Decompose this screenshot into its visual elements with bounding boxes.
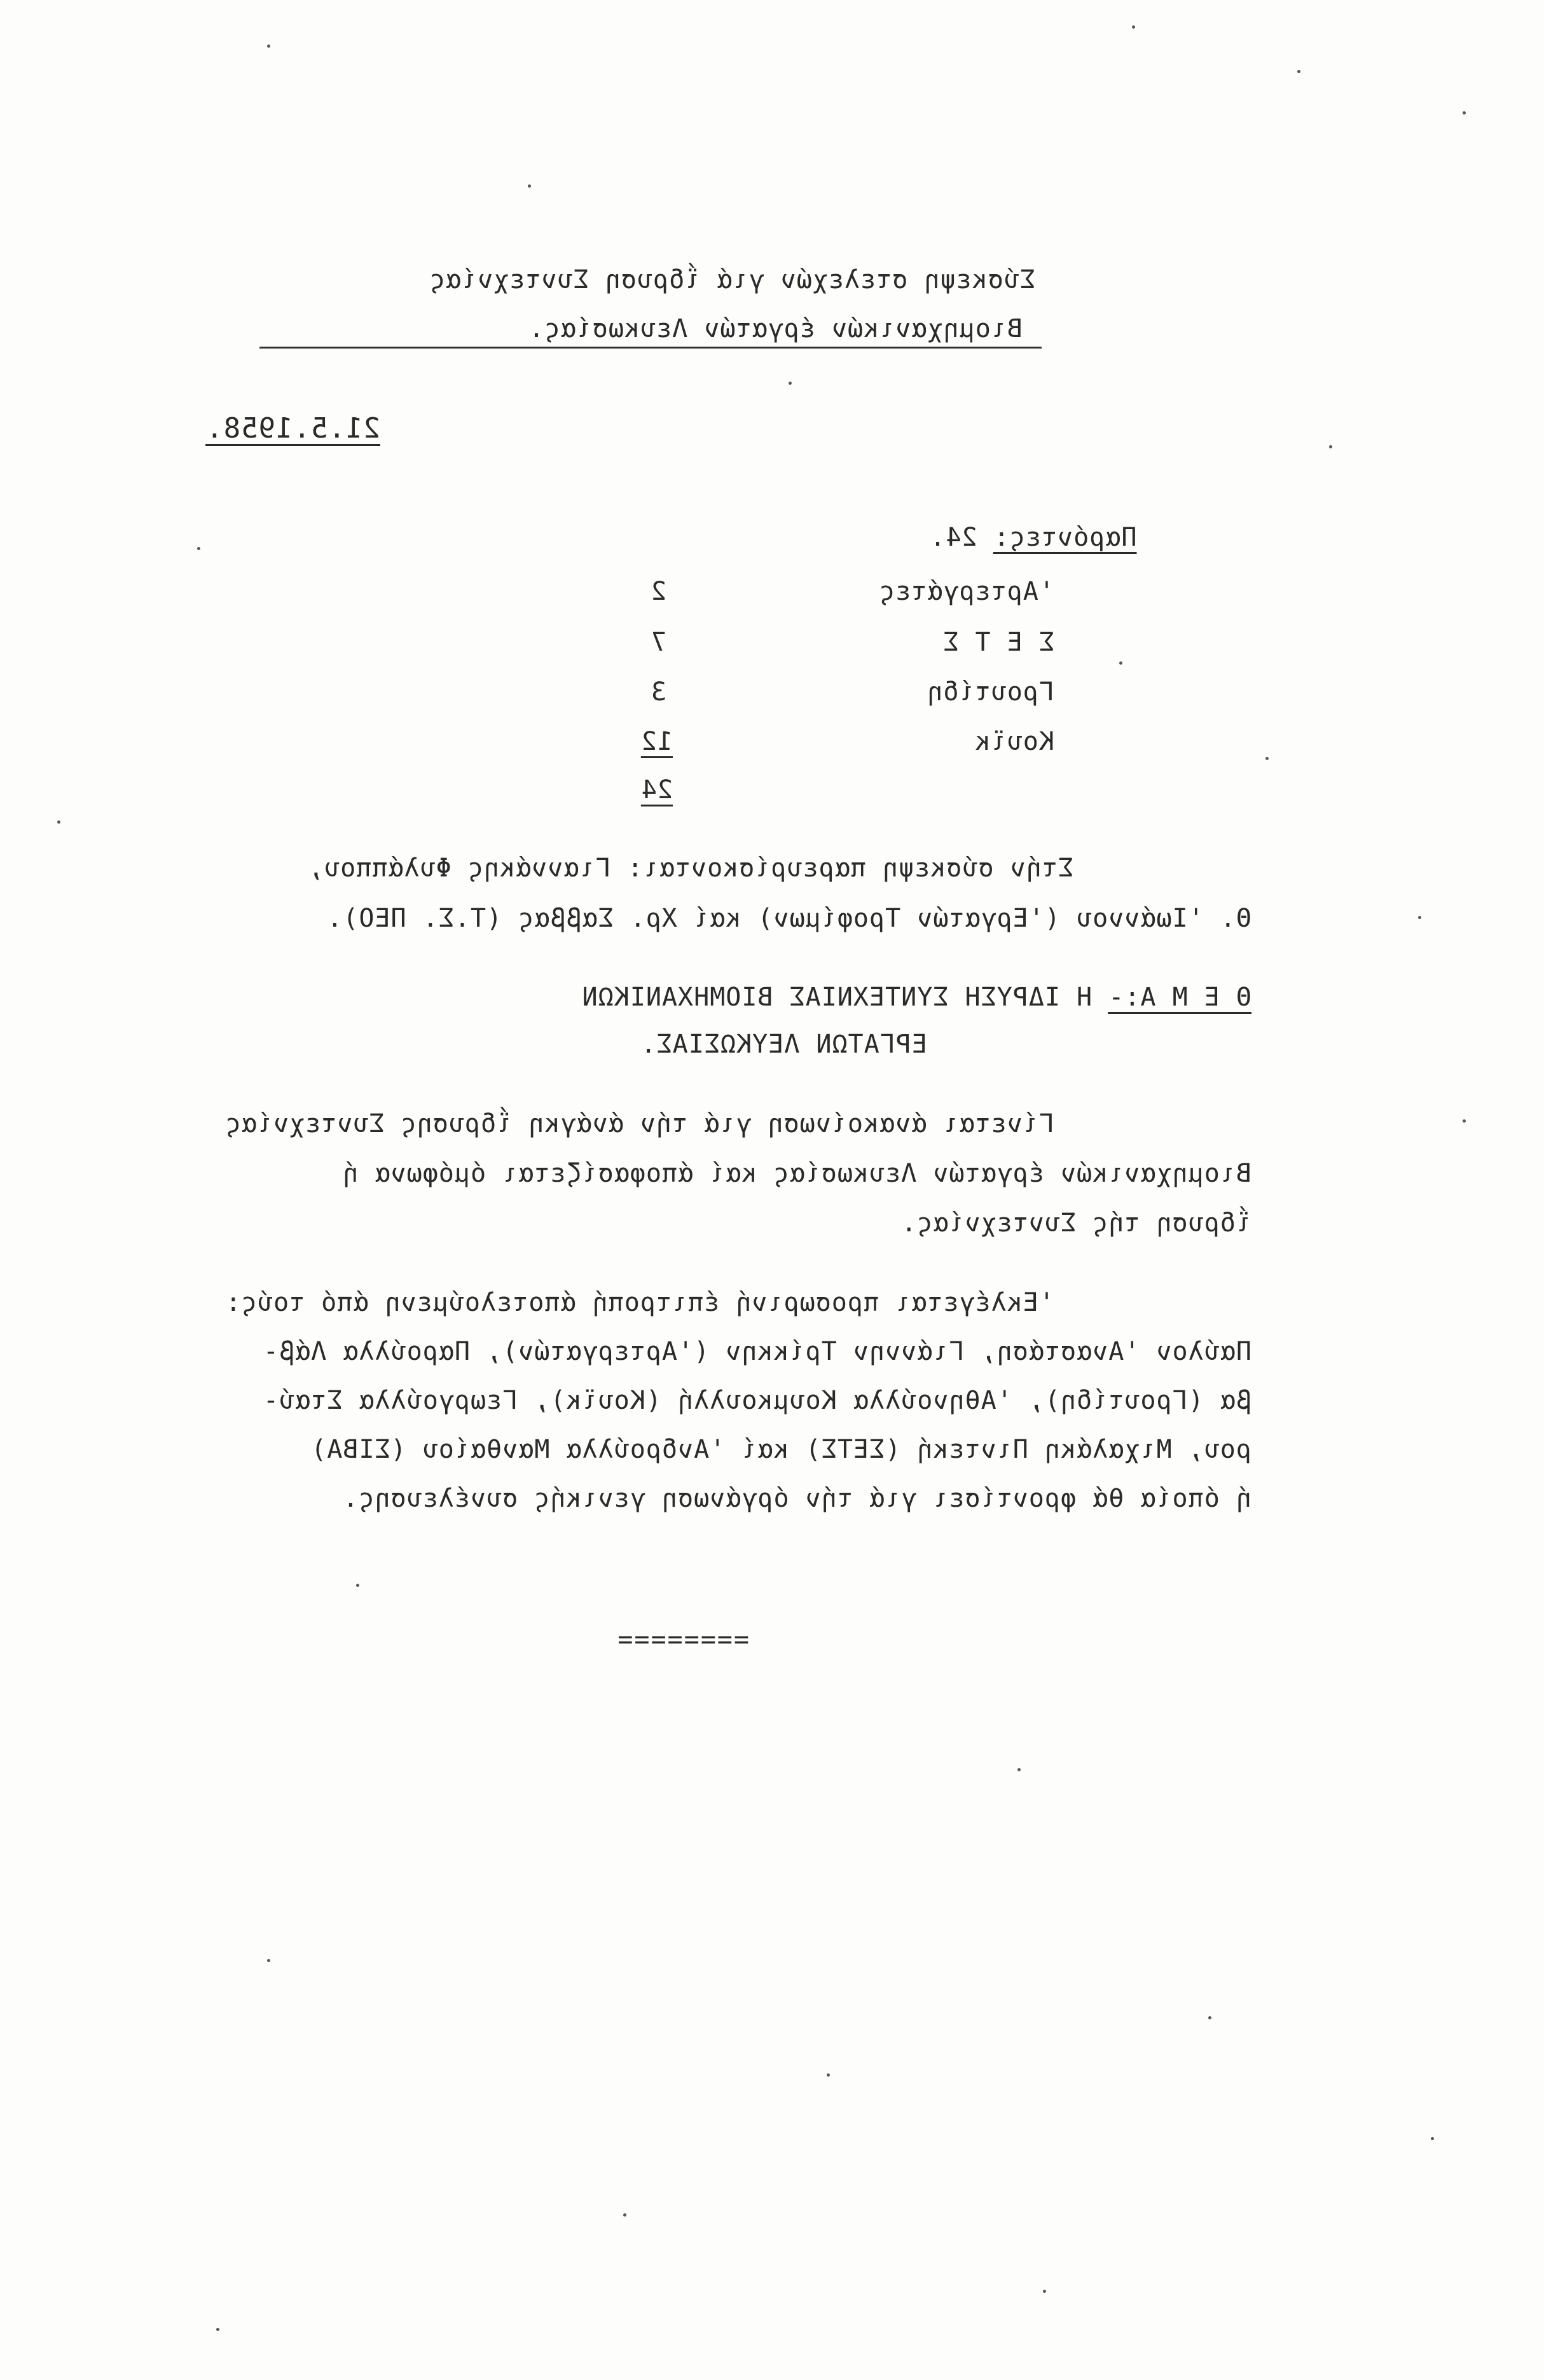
speck (267, 1959, 270, 1962)
attendance-count-4: 12 (640, 727, 673, 756)
paragraph2-line-2: Παύλον 'Αναστάση, Γιάννην Τρίκκην ('Αρτεργατών), Παρούλλα Λάβ- (262, 1337, 1251, 1366)
speck (1431, 2137, 1434, 2140)
speck (1329, 445, 1332, 448)
theme-title: Η ΙΔΡΥΣΗ ΣΥΝΤΕΧΝΙΑΣ ΒΙΟΜΗΧΑΝΙΚΩΝ (581, 983, 1093, 1012)
present-label (929, 499, 1232, 576)
speck (1132, 25, 1135, 29)
speck (1463, 1119, 1466, 1123)
speck (528, 184, 531, 188)
speck (1043, 2290, 1046, 2293)
speck (1208, 2016, 1211, 2019)
speck (1119, 661, 1122, 665)
paragraph2-line-4: ρου, Μιχαλάκη Πιντεκή (ΣΕΤΣ) καί 'Ανδρούλλα Μανθαίου (ΣΙΒΑ) (310, 1435, 1251, 1464)
attendance-name-1: 'Αρτεργάτες (879, 577, 1054, 606)
paragraph2-line-1: 'Εκλέγεται προσωρινή έπιτροπή άποτελούμενη άπό τούς: (224, 1288, 1054, 1317)
present-total: 24. (929, 523, 977, 552)
header-line-1: Σύσκεψη στελεχών γιά ΐδρυση Συντεχνίας (429, 265, 1035, 294)
theme-label: Θ Ε Μ Α:- (1108, 983, 1251, 1012)
speck (1463, 111, 1466, 114)
speck (789, 382, 792, 385)
speck (1017, 1768, 1021, 1771)
paragraph2-line-5: ή όποία θά φροντίσει γιά τήν όργάνωση γενικής συνέλευσης. (342, 1484, 1251, 1513)
end-separator: ======== (616, 1625, 749, 1654)
speck (827, 2073, 830, 2077)
meeting-date: 21.5.1958. (205, 412, 380, 445)
speck (1418, 916, 1421, 919)
attendance-sum: 24 (640, 775, 673, 805)
speck (197, 547, 200, 550)
header-line-2: Βιομηχανικών έργατών Λευκωσίας. (528, 314, 1023, 343)
paragraph2-line-3: βα (Γρουτίδη), 'Αθηνούλλα Κουμκουλλή (Κουϊκ), Γεωργούλλα Σταύ- (262, 1386, 1251, 1415)
paragraph1-line-3: ΐδρυση τής Συντεχνίας. (900, 1208, 1251, 1238)
speck (623, 2213, 626, 2217)
attendance-count-1: 2 (650, 577, 666, 606)
attendance-count-2: 7 (650, 628, 666, 657)
theme-line-1 (582, 985, 1251, 1010)
theme-line-2: ΕΡΓΑΤΩΝ ΛΕΥΚΩΣΙΑΣ. (640, 1030, 927, 1059)
present-label-text: Παρόντες: (993, 523, 1137, 552)
speck (1297, 70, 1300, 73)
attendees-note-line-1: Στήν σύσκεψη παρευρίσκονται: Γιαννάκης Φυλάππου, (308, 854, 1073, 883)
speck (216, 2328, 219, 2331)
attendance-count-3: 3 (650, 677, 666, 707)
speck (356, 1584, 359, 1587)
speck (1265, 757, 1269, 760)
header-underline (259, 347, 1042, 349)
speck (57, 820, 60, 824)
attendees-note-line-2: Θ. 'Ιωάννου ('Εργατών Τροφίμων) καί Χρ. Σαββας (Τ.Σ. ΠΕΟ). (326, 904, 1251, 933)
speck (267, 45, 270, 48)
attendance-name-4: Κουϊκ (974, 727, 1054, 756)
paragraph1-line-1: Γίνεται άνακοίνωση γιά τήν άνάγκη ΐδρυσης Συντεχνίας (224, 1109, 1054, 1138)
attendance-name-3: Γρουτίδη (927, 677, 1054, 707)
attendance-name-2: Σ Ε Τ Σ (942, 628, 1054, 657)
paragraph1-line-2: Βιομηχανικών έργατών Λευκωσίας καί άποφασίζεται όμόφωνα ή (342, 1159, 1251, 1188)
